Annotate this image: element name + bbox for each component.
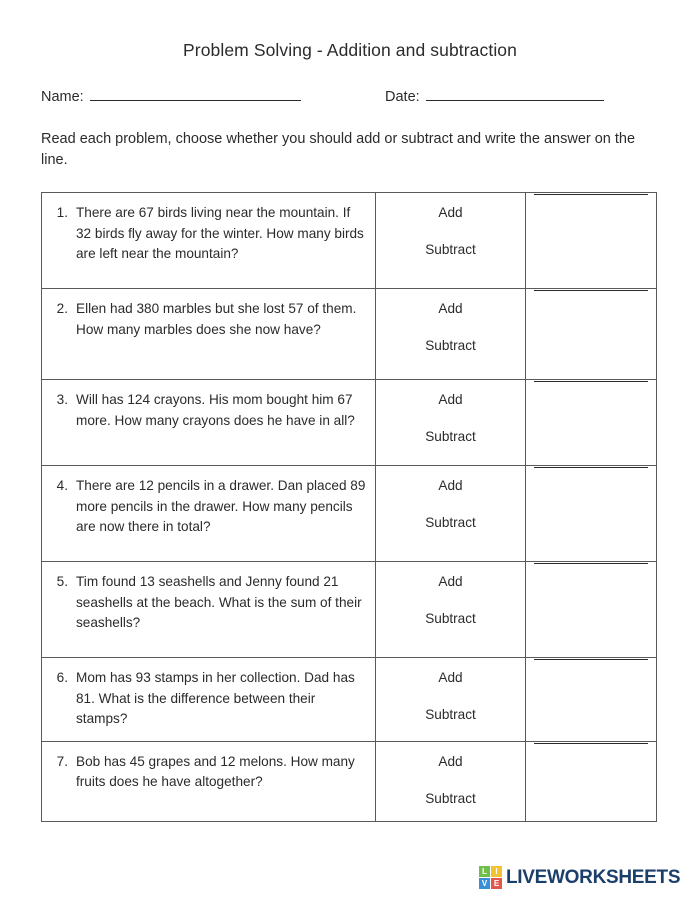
answer-cell bbox=[526, 193, 657, 289]
problem-cell bbox=[42, 380, 376, 466]
problem-text: Tim found 13 seashells and Jenny found 21 seashells at the beach. What is the sum of their seashells? bbox=[76, 574, 362, 630]
table-row bbox=[42, 741, 657, 821]
choice-cell bbox=[376, 466, 526, 562]
instructions-text: Read each problem, choose whether you should add or subtract and write the answer on the line. bbox=[41, 131, 636, 168]
logo-wordmark: LIVEWORKSHEETS bbox=[506, 866, 681, 888]
answer-cell bbox=[526, 562, 657, 658]
answer-cell bbox=[526, 289, 657, 380]
logo-tile-v: V bbox=[479, 878, 490, 889]
table-row bbox=[42, 380, 657, 466]
problem-cell bbox=[42, 658, 376, 742]
problem-text: There are 67 birds living near the mountain. If 32 birds fly away for the winter. How many birds are left near the mountain? bbox=[76, 205, 364, 261]
problem-number: 3. bbox=[56, 392, 68, 407]
answer-input[interactable] bbox=[534, 380, 648, 382]
choice-add-option[interactable]: Add bbox=[438, 670, 463, 685]
problem-text: Bob has 45 grapes and 12 melons. How many fruits does he have altogether? bbox=[76, 753, 355, 789]
problem-number: 6. bbox=[56, 670, 68, 685]
answer-input[interactable] bbox=[534, 742, 648, 744]
table-row bbox=[42, 289, 657, 380]
choice-subtract-option[interactable]: Subtract bbox=[425, 515, 476, 530]
choice-subtract-option[interactable]: Subtract bbox=[425, 338, 476, 353]
choice-subtract-option[interactable]: Subtract bbox=[425, 707, 476, 722]
problem-text: Mom has 93 stamps in her collection. Dad has 81. What is the difference between their stamps? bbox=[76, 670, 355, 726]
logo-tile-l: L bbox=[479, 866, 490, 877]
problem-number: 7. bbox=[56, 753, 68, 769]
logo-tile-e: E bbox=[491, 878, 502, 889]
name-field-group bbox=[41, 88, 301, 105]
answer-cell bbox=[526, 741, 657, 821]
table-row bbox=[42, 658, 657, 742]
date-label: Date: bbox=[385, 89, 420, 105]
problem-cell bbox=[42, 193, 376, 289]
date-field-group bbox=[385, 88, 604, 105]
choice-subtract-option[interactable]: Subtract bbox=[425, 429, 476, 444]
answer-input[interactable] bbox=[534, 193, 648, 195]
problem-number: 5. bbox=[56, 574, 68, 589]
table-row bbox=[42, 562, 657, 658]
choice-cell bbox=[376, 193, 526, 289]
problem-number: 2. bbox=[56, 301, 68, 316]
table-row bbox=[42, 193, 657, 289]
problem-text: Will has 124 crayons. His mom bought him 67 more. How many crayons does he have in all? bbox=[76, 392, 355, 428]
choice-add-option[interactable]: Add bbox=[438, 574, 463, 589]
choice-subtract-option[interactable]: Subtract bbox=[425, 242, 476, 257]
name-input[interactable] bbox=[90, 88, 301, 101]
choice-add-option[interactable]: Add bbox=[438, 392, 463, 407]
choice-cell bbox=[376, 289, 526, 380]
name-date-row bbox=[41, 88, 661, 110]
liveworksheets-logo[interactable] bbox=[479, 866, 680, 889]
problem-cell bbox=[42, 741, 376, 821]
answer-cell bbox=[526, 658, 657, 742]
problem-cell bbox=[42, 466, 376, 562]
name-label: Name: bbox=[41, 89, 84, 105]
choice-cell bbox=[376, 380, 526, 466]
choice-cell bbox=[376, 658, 526, 742]
answer-input[interactable] bbox=[534, 466, 648, 468]
table-row bbox=[42, 466, 657, 562]
choice-cell bbox=[376, 741, 526, 821]
problem-number: 1. bbox=[56, 205, 68, 220]
problem-cell bbox=[42, 289, 376, 380]
problem-number: 4. bbox=[56, 478, 68, 493]
answer-cell bbox=[526, 380, 657, 466]
problems-table bbox=[41, 192, 657, 822]
problem-text: There are 12 pencils in a drawer. Dan placed 89 more pencils in the drawer. How many pencils are now there in total? bbox=[76, 478, 366, 534]
answer-cell bbox=[526, 466, 657, 562]
date-input[interactable] bbox=[426, 88, 604, 101]
page-title: Problem Solving - Addition and subtraction bbox=[183, 40, 517, 60]
logo-tiles-icon bbox=[479, 866, 502, 889]
choice-add-option[interactable]: Add bbox=[438, 753, 463, 769]
answer-input[interactable] bbox=[534, 658, 648, 660]
problem-text: Ellen had 380 marbles but she lost 57 of them. How many marbles does she now have? bbox=[76, 301, 357, 337]
answer-input[interactable] bbox=[534, 562, 648, 564]
choice-subtract-option[interactable]: Subtract bbox=[425, 611, 476, 626]
choice-subtract-option[interactable]: Subtract bbox=[425, 790, 476, 806]
choice-add-option[interactable]: Add bbox=[438, 301, 463, 316]
choice-cell bbox=[376, 562, 526, 658]
answer-input[interactable] bbox=[534, 289, 648, 291]
choice-add-option[interactable]: Add bbox=[438, 478, 463, 493]
choice-add-option[interactable]: Add bbox=[438, 205, 463, 220]
problem-cell bbox=[42, 562, 376, 658]
logo-tile-i: I bbox=[491, 866, 502, 877]
